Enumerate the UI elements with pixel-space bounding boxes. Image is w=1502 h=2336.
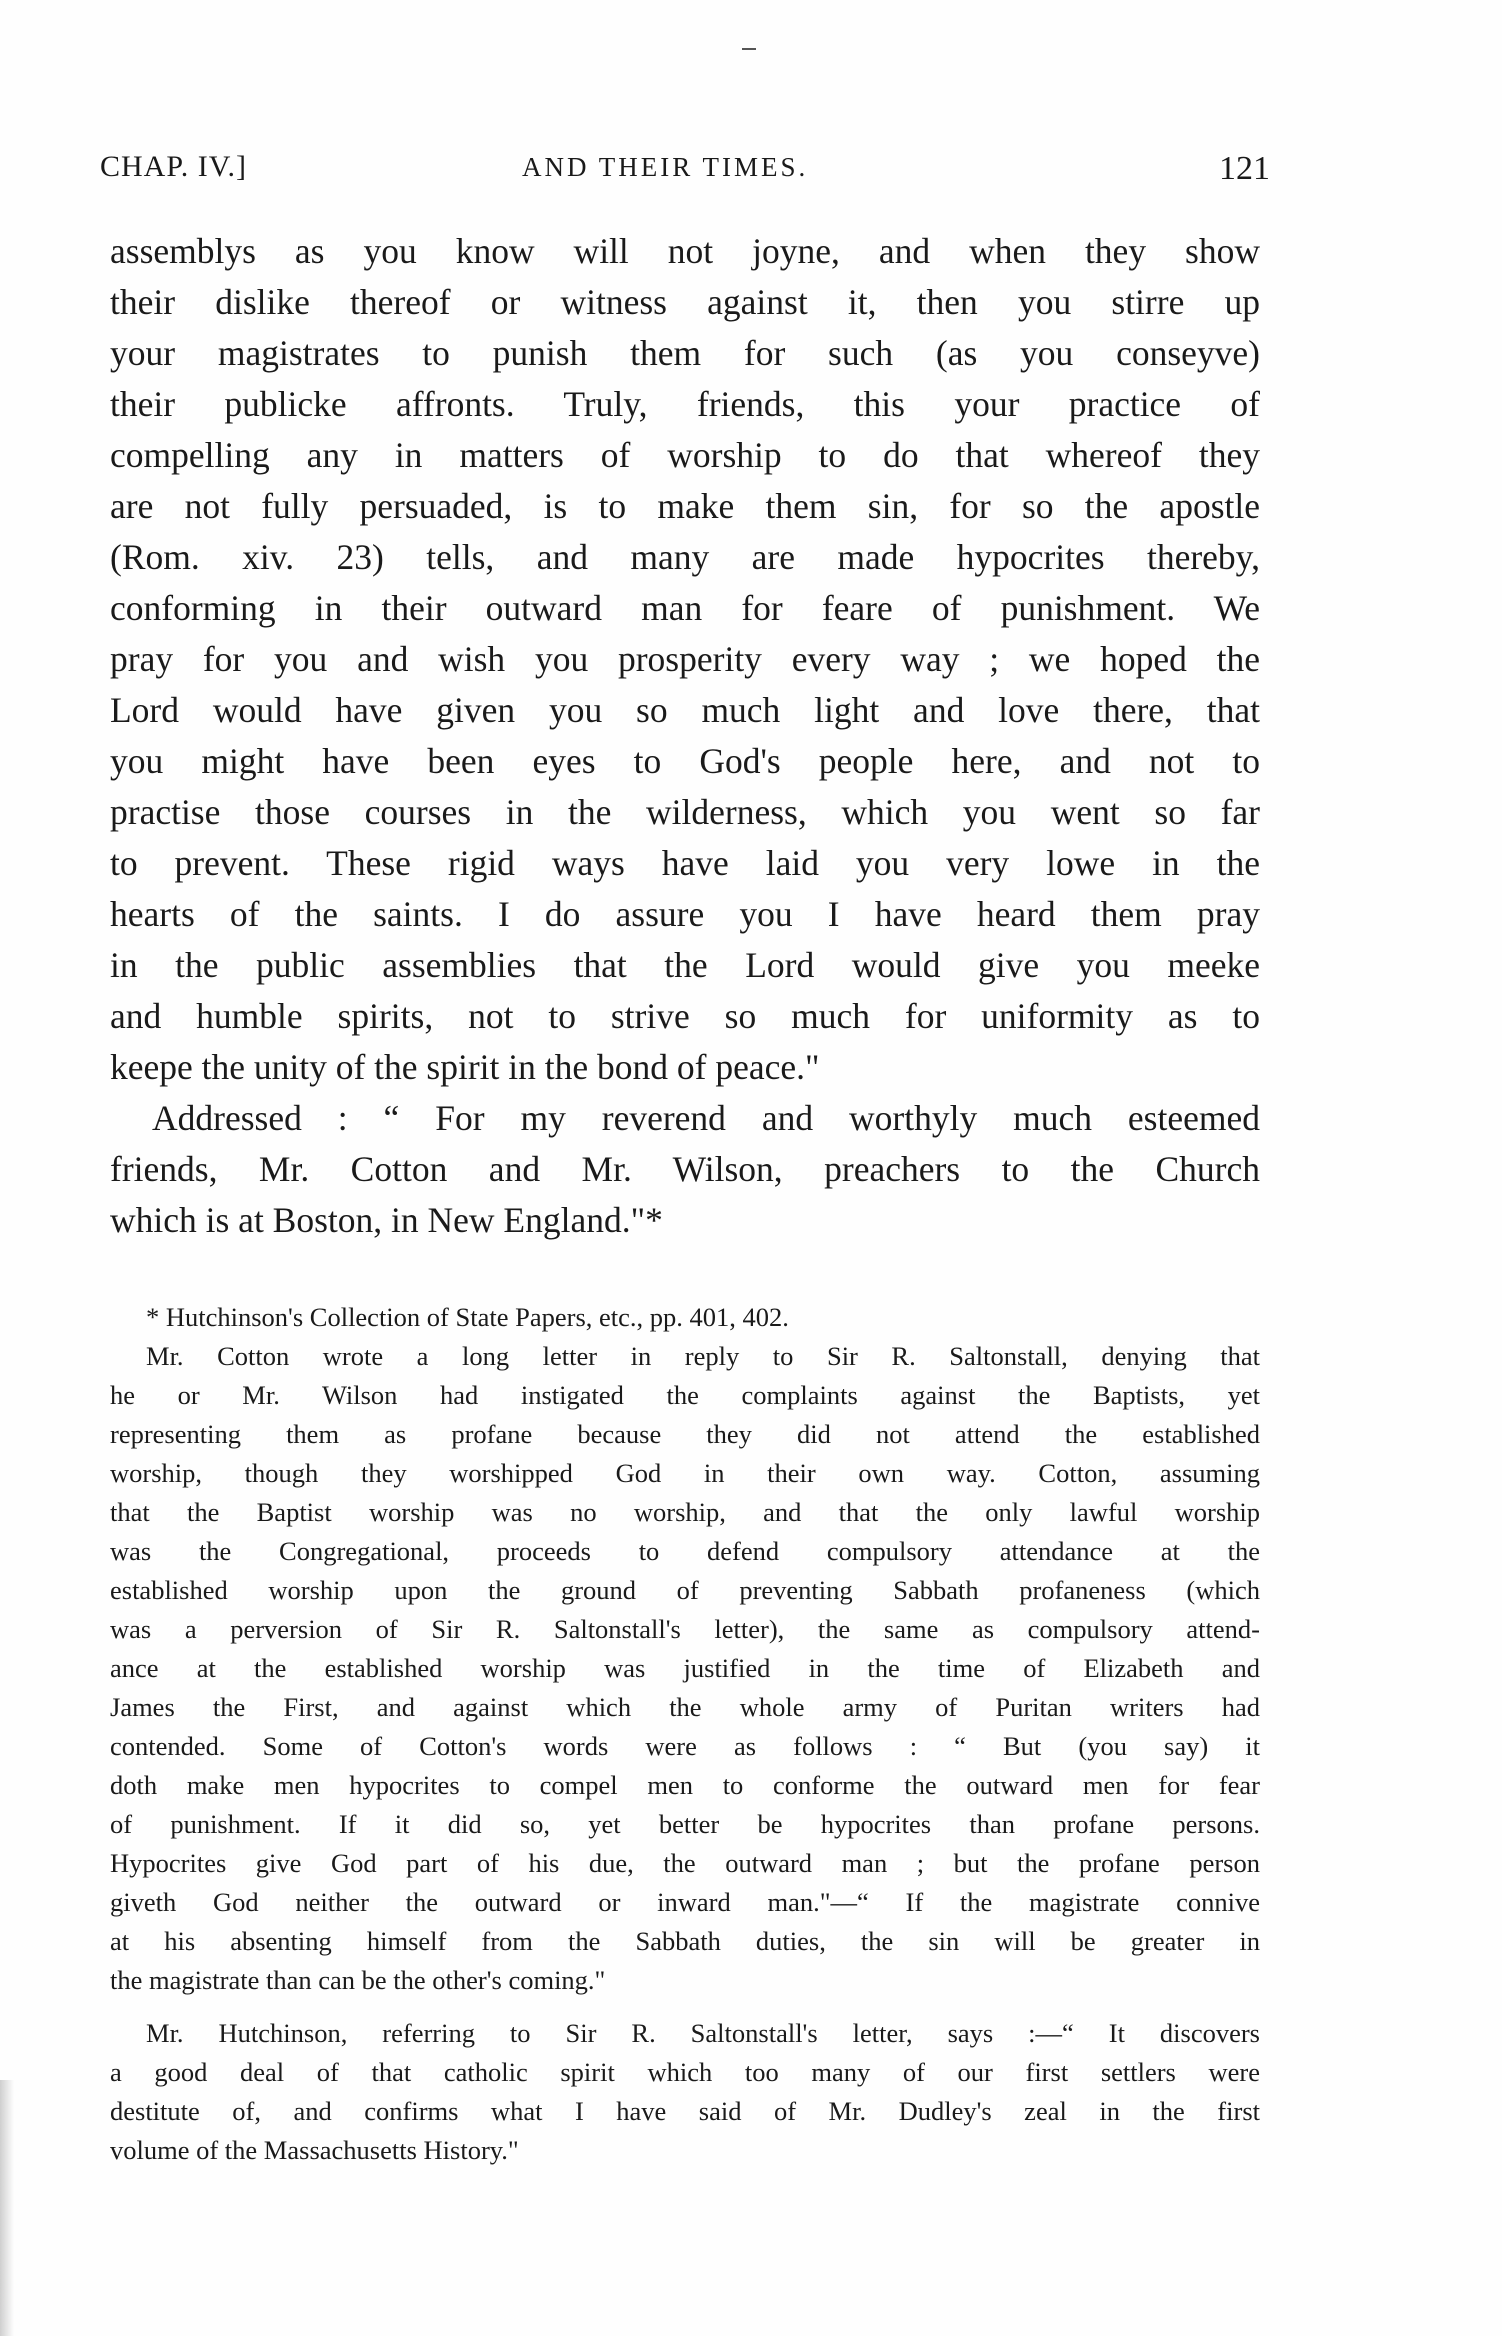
text-line: you might have been eyes to God's people here, and not to: [110, 741, 1260, 781]
text-line: practise those courses in the wilderness, which you went so far: [110, 792, 1260, 832]
footnote-line: worship, though they worshipped God in their own way. Cotton, assuming: [110, 1458, 1260, 1488]
text-line: (Rom. xiv. 23) tells, and many are made hypocrites thereby,: [110, 537, 1260, 577]
footnote-line: was the Congregational, proceeds to defend compulsory attendance at the: [110, 1536, 1260, 1566]
text-line: compelling any in matters of worship to do that whereof they: [110, 435, 1260, 475]
text-line: and humble spirits, not to strive so much for uniformity as to: [110, 996, 1260, 1036]
footnote-line: destitute of, and confirms what I have said of Mr. Dudley's zeal in the first: [110, 2096, 1260, 2126]
text-line: hearts of the saints. I do assure you I have heard them pray: [110, 894, 1260, 934]
address-line: friends, Mr. Cotton and Mr. Wilson, preachers to the Church: [110, 1149, 1260, 1189]
text-line: pray for you and wish you prosperity every way ; we hoped the: [110, 639, 1260, 679]
text-line: their publicke affronts. Truly, friends, this your practice of: [110, 384, 1260, 424]
footnote-line: Mr. Hutchinson, referring to Sir R. Saltonstall's letter, says :—“ It discovers: [146, 2018, 1260, 2048]
footnote-line: ance at the established worship was justified in the time of Elizabeth and: [110, 1653, 1260, 1683]
printer-mark: [742, 48, 756, 50]
text-line: your magistrates to punish them for such (as you conseyve): [110, 333, 1260, 373]
footnote-line: Hypocrites give God part of his due, the outward man ; but the profane person: [110, 1848, 1260, 1878]
footnote-line: giveth God neither the outward or inward man."—“ If the magistrate connive: [110, 1887, 1260, 1917]
footnote-line: a good deal of that catholic spirit which too many of our first settlers were: [110, 2057, 1260, 2087]
chapter-label: CHAP. IV.]: [100, 150, 247, 183]
body-text: [110, 226, 1260, 1246]
footnote-line: at his absenting himself from the Sabbath duties, the sin will be greater in: [110, 1926, 1260, 1956]
footnote-line: contended. Some of Cotton's words were as follows : “ But (you say) it: [110, 1731, 1260, 1761]
address-line: Addressed : “ For my reverend and worthyly much esteemed: [152, 1098, 1260, 1138]
footnote-line: established worship upon the ground of preventing Sabbath profaneness (which: [110, 1575, 1260, 1605]
footnote-line: of punishment. If it did so, yet better be hypocrites than profane persons.: [110, 1809, 1260, 1839]
text-line: their dislike thereof or witness against it, then you stirre up: [110, 282, 1260, 322]
text-line: are not fully persuaded, is to make them sin, for so the apostle: [110, 486, 1260, 526]
text-line: to prevent. These rigid ways have laid you very lowe in the: [110, 843, 1260, 883]
footnote-line: volume of the Massachusetts History.": [110, 2135, 519, 2165]
footnote-line: James the First, and against which the whole army of Puritan writers had: [110, 1692, 1260, 1722]
footnote-line: he or Mr. Wilson had instigated the complaints against the Baptists, yet: [110, 1380, 1260, 1410]
footnote-reference: * Hutchinson's Collection of State Papers, etc., pp. 401, 402.: [146, 1302, 789, 1332]
running-title: AND THEIR TIMES.: [522, 152, 809, 182]
footnotes: [110, 1298, 1260, 2170]
footnote-spacer: [110, 2000, 1260, 2014]
footnote-line: that the Baptist worship was no worship, and that the only lawful worship: [110, 1497, 1260, 1527]
footnote-line: Mr. Cotton wrote a long letter in reply to Sir R. Saltonstall, denying that: [146, 1341, 1260, 1371]
running-header: [100, 150, 1270, 194]
text-line: keepe the unity of the spirit in the bond of peace.": [110, 1047, 820, 1087]
footnote-line: was a perversion of Sir R. Saltonstall's letter), the same as compulsory attend-: [110, 1614, 1260, 1644]
text-line: in the public assemblies that the Lord would give you meeke: [110, 945, 1260, 985]
page-edge-shadow: [0, 2080, 14, 2336]
text-line: conforming in their outward man for feare of punishment. We: [110, 588, 1260, 628]
text-line: Lord would have given you so much light and love there, that: [110, 690, 1260, 730]
text-line: assemblys as you know will not joyne, and when they show: [110, 231, 1260, 271]
page-number: 121: [1219, 150, 1270, 187]
address-line: which is at Boston, in New England."*: [110, 1200, 663, 1240]
footnote-line: doth make men hypocrites to compel men to conforme the outward men for fear: [110, 1770, 1260, 1800]
footnote-line: the magistrate than can be the other's coming.": [110, 1965, 606, 1995]
footnote-line: representing them as profane because they did not attend the established: [110, 1419, 1260, 1449]
